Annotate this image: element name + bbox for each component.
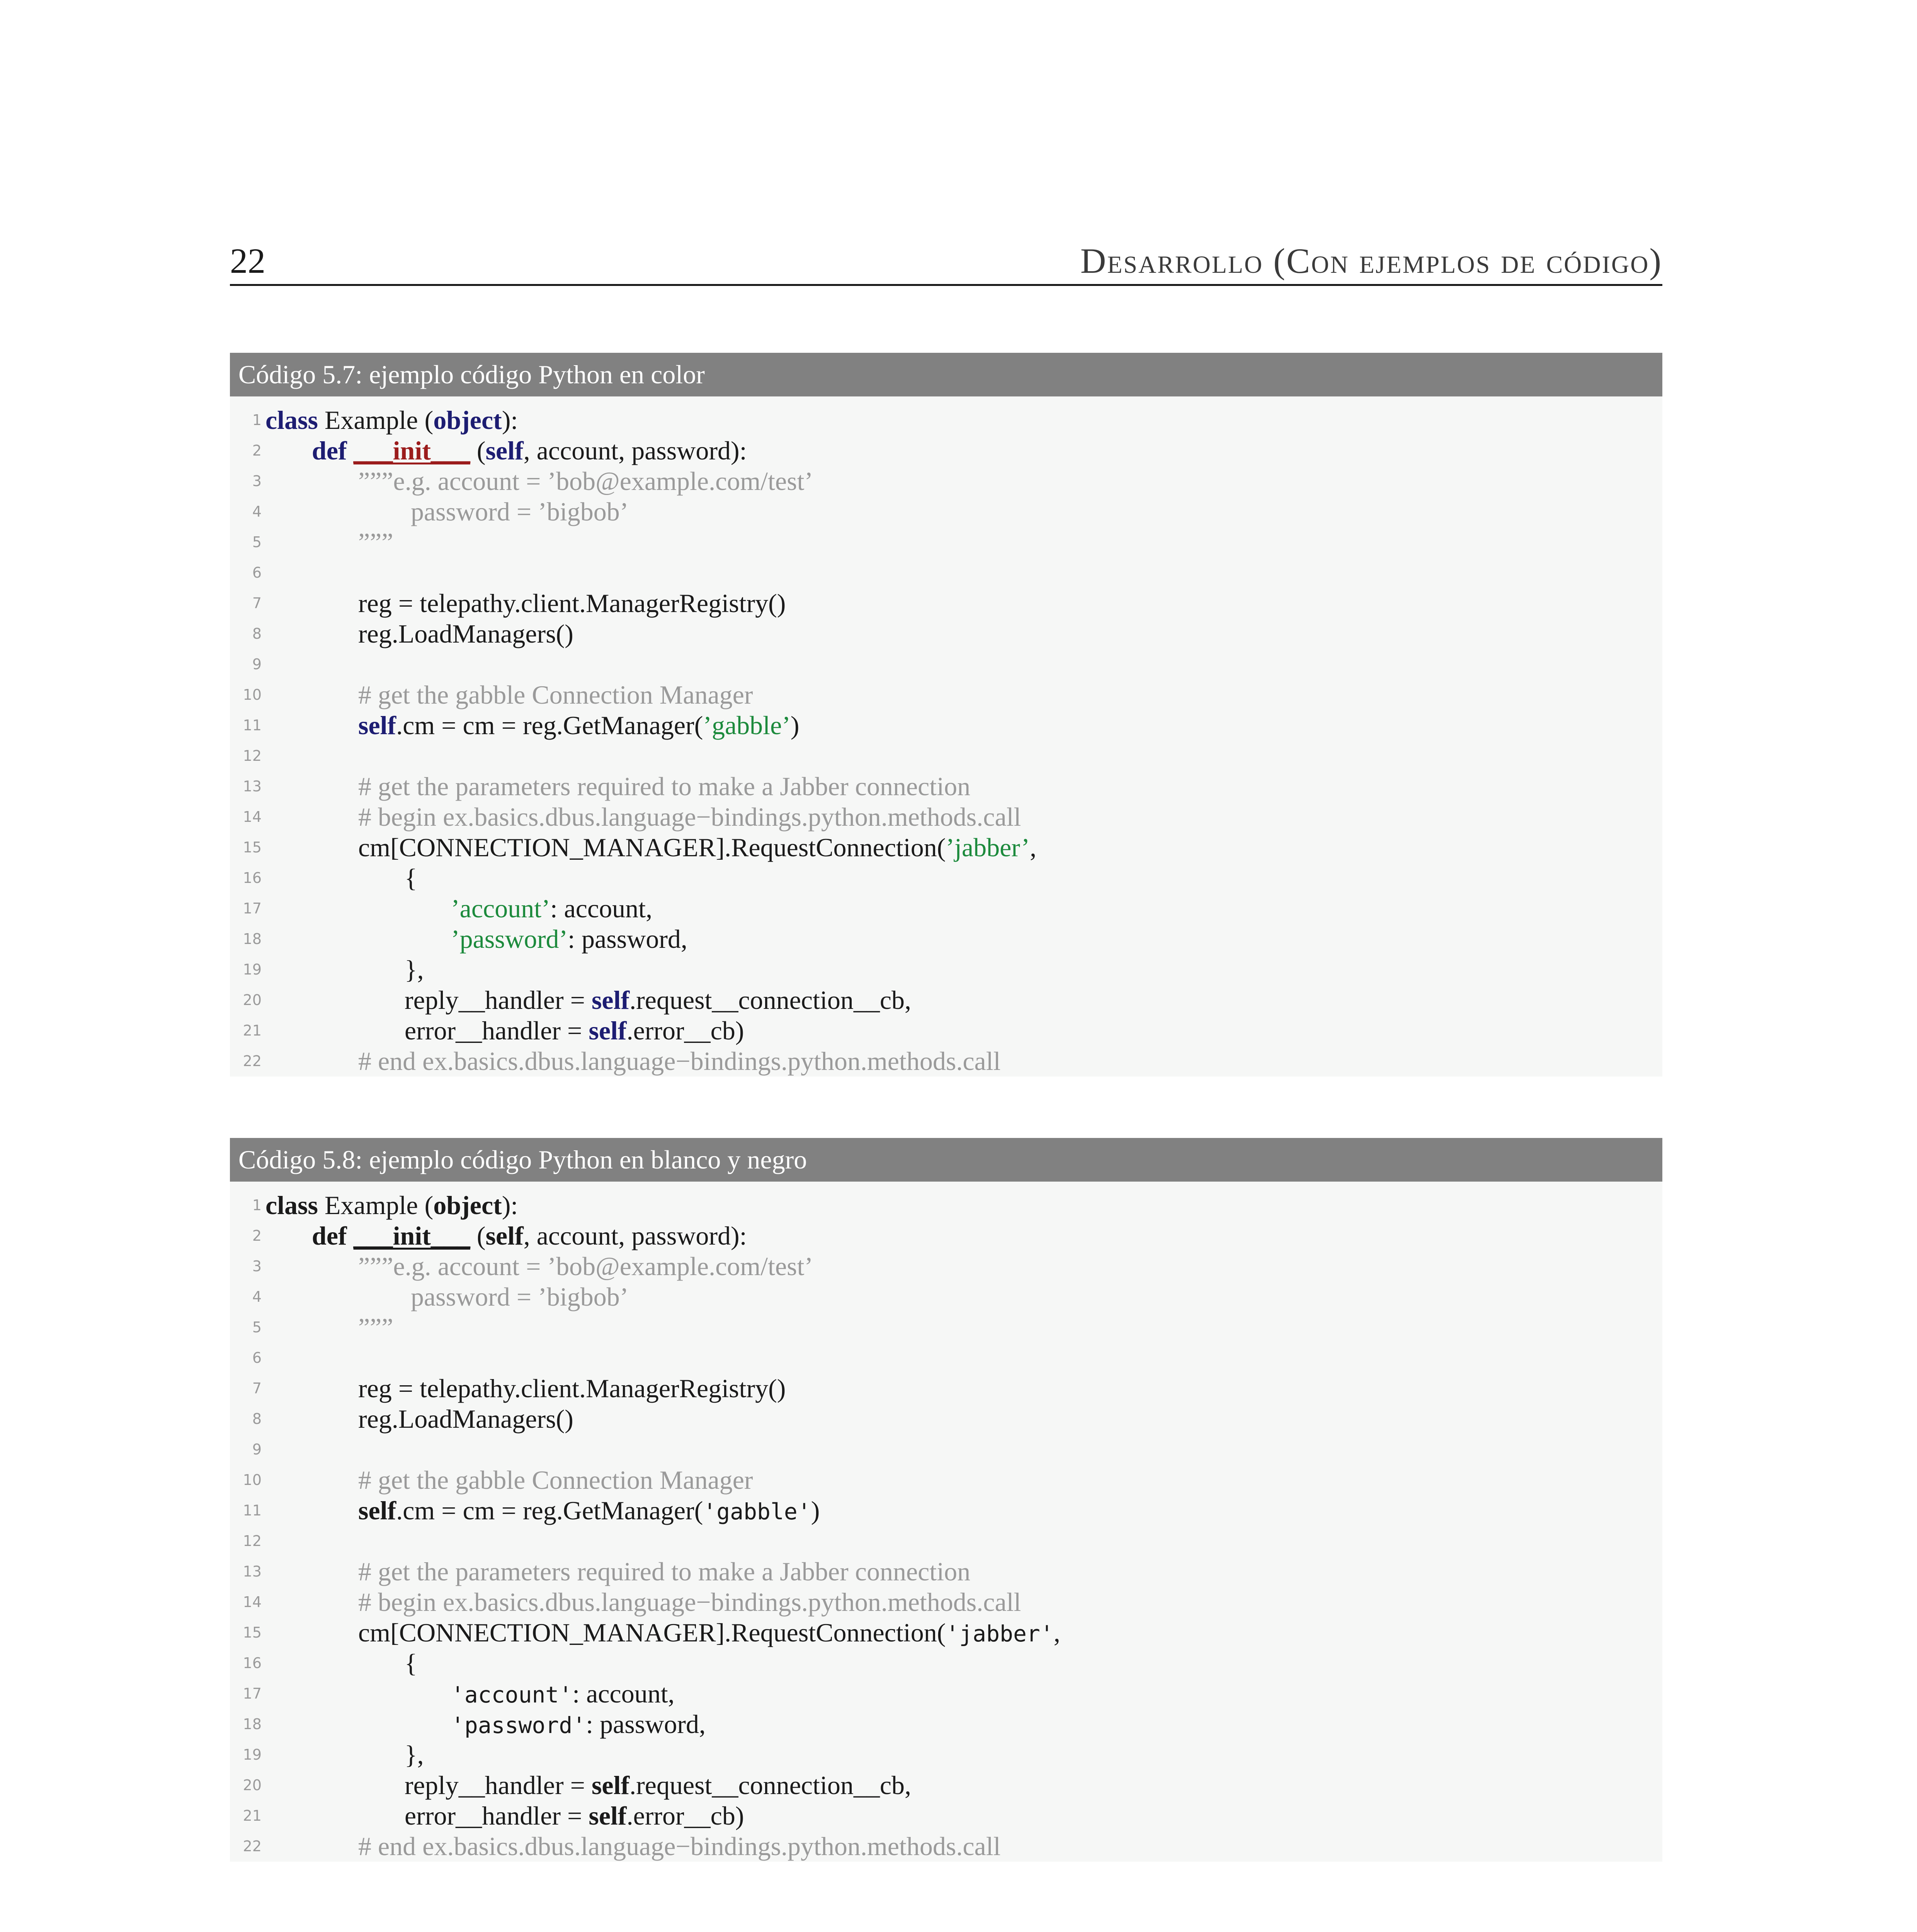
- code-token: [347, 436, 354, 465]
- code-token: reg.LoadManagers(): [358, 619, 573, 648]
- code-token: ___init___: [353, 436, 470, 465]
- listing-caption: Código 5.8: ejemplo código Python en blanco y negro: [230, 1138, 1662, 1182]
- code-token: # begin ex.basics.dbus.language−bindings.python.methods.call: [358, 802, 1021, 832]
- code-line: [230, 1221, 1662, 1251]
- code-token: [347, 1221, 354, 1250]
- line-number: 11: [243, 1502, 262, 1519]
- code-line: [230, 1709, 1662, 1740]
- code-token: 'gabble': [703, 1498, 811, 1525]
- line-number: 1: [252, 1197, 262, 1214]
- code-token: ’password’: [451, 924, 568, 954]
- line-number: 16: [243, 869, 262, 886]
- code-text: [265, 1556, 970, 1587]
- code-line: [230, 771, 1662, 802]
- code-line: [230, 893, 1662, 924]
- code-token: .error__cb): [626, 1016, 744, 1045]
- line-number: 3: [252, 1258, 262, 1275]
- code-token: self: [358, 1496, 396, 1525]
- code-line: [230, 924, 1662, 954]
- code-text: [265, 1495, 820, 1527]
- code-line: [230, 1801, 1662, 1831]
- code-token: {: [405, 1648, 417, 1678]
- code-line: [230, 832, 1662, 863]
- code-token: error__handler =: [405, 1801, 589, 1830]
- line-number: 6: [252, 1349, 262, 1366]
- line-number: 4: [252, 1288, 262, 1305]
- line-number: 7: [252, 1380, 262, 1397]
- listing-caption: Código 5.7: ejemplo código Python en color: [230, 353, 1662, 396]
- code-line: [230, 619, 1662, 649]
- code-token: ’jabber’: [946, 833, 1030, 862]
- code-token: object: [433, 1190, 502, 1220]
- code-line: [230, 1343, 1662, 1373]
- code-token: .request__connection__cb,: [629, 1770, 912, 1800]
- code-token: # end ex.basics.dbus.language−bindings.python.methods.call: [358, 1832, 1001, 1861]
- code-token: ”””: [358, 527, 393, 557]
- code-line: [230, 1190, 1662, 1221]
- code-lines: [230, 396, 1662, 1077]
- running-title: Desarrollo (Con ejemplos de código): [1080, 241, 1662, 281]
- line-number: 14: [243, 808, 262, 825]
- code-text: [265, 466, 813, 497]
- line-number: 20: [243, 1777, 262, 1794]
- code-line: [230, 1617, 1662, 1648]
- line-number: 12: [243, 747, 262, 764]
- code-line: [230, 1282, 1662, 1312]
- code-token: ,: [1030, 833, 1037, 862]
- code-line: [230, 710, 1662, 741]
- line-number: 18: [243, 930, 262, 947]
- code-token: (: [470, 1221, 486, 1250]
- code-token: reg = telepathy.client.ManagerRegistry(): [358, 1374, 786, 1403]
- code-token: password = ’bigbob’: [358, 1282, 629, 1311]
- code-line: [230, 558, 1662, 588]
- code-text: [265, 863, 417, 893]
- code-token: ,: [1053, 1618, 1060, 1647]
- line-number: 1: [252, 412, 262, 429]
- line-number: 5: [252, 534, 262, 551]
- code-token: : account,: [572, 1679, 675, 1708]
- code-text: [265, 954, 424, 985]
- code-text: [265, 527, 393, 558]
- code-token: ):: [502, 1190, 518, 1220]
- code-token: # begin ex.basics.dbus.language−bindings.python.methods.call: [358, 1587, 1021, 1617]
- code-token: reg = telepathy.client.ManagerRegistry(): [358, 588, 786, 618]
- code-token: .error__cb): [626, 1801, 744, 1830]
- code-text: [265, 1373, 786, 1404]
- line-number: 19: [243, 1746, 262, 1763]
- code-token: : account,: [550, 894, 653, 923]
- code-token: ’account’: [451, 894, 550, 923]
- code-token: password = ’bigbob’: [358, 497, 629, 526]
- code-text: [265, 1251, 813, 1282]
- line-number: 14: [243, 1594, 262, 1611]
- code-line: [230, 1770, 1662, 1801]
- code-line: [230, 1526, 1662, 1556]
- code-text: [265, 985, 911, 1015]
- code-text: [265, 619, 573, 649]
- code-text: [265, 1587, 1021, 1617]
- code-line: [230, 1465, 1662, 1495]
- line-number: 10: [243, 1471, 262, 1488]
- code-token: ):: [502, 405, 518, 435]
- code-token: object: [433, 405, 502, 435]
- code-text: [265, 710, 799, 741]
- code-listing-bw: [230, 1138, 1662, 1862]
- code-line: [230, 1648, 1662, 1679]
- line-number: 13: [243, 1563, 262, 1580]
- code-text: [265, 1831, 1001, 1862]
- code-line: [230, 435, 1662, 466]
- code-token: self: [485, 1221, 524, 1250]
- code-text: [265, 1404, 573, 1434]
- code-line: [230, 863, 1662, 893]
- line-number: 6: [252, 564, 262, 581]
- line-number: 17: [243, 900, 262, 917]
- code-line: [230, 1373, 1662, 1404]
- code-line: [230, 741, 1662, 771]
- code-token: ”””: [358, 1313, 393, 1342]
- code-line: [230, 1251, 1662, 1282]
- code-token: {: [405, 863, 417, 893]
- code-token: , account, password):: [523, 1221, 747, 1250]
- code-token: # get the parameters required to make a Jabber connection: [358, 772, 971, 801]
- line-number: 2: [252, 1227, 262, 1244]
- code-text: [265, 405, 518, 435]
- code-token: ”””e.g. account = ’bob@example.com/test’: [358, 466, 813, 496]
- line-number: 4: [252, 503, 262, 520]
- code-token: },: [405, 1740, 424, 1769]
- code-token: 'password': [451, 1712, 586, 1738]
- code-line: [230, 588, 1662, 619]
- code-token: .cm = cm = reg.GetManager(: [396, 711, 703, 740]
- page-number: 22: [230, 241, 265, 281]
- code-text: [265, 1465, 753, 1495]
- line-number: 11: [243, 717, 262, 734]
- code-token: 'jabber': [946, 1621, 1054, 1647]
- code-line: [230, 1434, 1662, 1465]
- code-text: [265, 1801, 744, 1831]
- line-number: 17: [243, 1685, 262, 1702]
- code-line: [230, 1587, 1662, 1617]
- code-text: [265, 1709, 706, 1741]
- code-text: [265, 1046, 1001, 1077]
- code-token: self: [589, 1016, 627, 1045]
- code-token: # get the gabble Connection Manager: [358, 1465, 753, 1495]
- line-number: 2: [252, 442, 262, 459]
- code-text: [265, 1648, 417, 1679]
- code-text: [265, 1740, 424, 1770]
- code-text: [265, 588, 786, 619]
- code-token: cm[CONNECTION_MANAGER].RequestConnection(: [358, 1618, 946, 1647]
- line-number: 12: [243, 1532, 262, 1549]
- code-text: [265, 1679, 675, 1710]
- code-line: [230, 1312, 1662, 1343]
- code-text: [265, 680, 753, 710]
- code-token: error__handler =: [405, 1016, 589, 1045]
- code-text: [265, 1770, 911, 1801]
- code-line: [230, 649, 1662, 680]
- code-text: [265, 1015, 744, 1046]
- code-token: : password,: [586, 1709, 706, 1739]
- code-line: [230, 1495, 1662, 1526]
- code-line: [230, 405, 1662, 435]
- code-token: # end ex.basics.dbus.language−bindings.python.methods.call: [358, 1046, 1001, 1076]
- code-text: [265, 832, 1036, 863]
- line-number: 9: [252, 656, 262, 673]
- code-token: Example (: [318, 405, 434, 435]
- code-line: [230, 497, 1662, 527]
- code-line: [230, 1740, 1662, 1770]
- code-text: [265, 893, 652, 924]
- line-number: 8: [252, 1410, 262, 1427]
- code-line: [230, 1404, 1662, 1434]
- line-number: 16: [243, 1655, 262, 1672]
- code-token: Example (: [318, 1190, 434, 1220]
- code-text: [265, 802, 1021, 832]
- line-number: 20: [243, 992, 262, 1009]
- code-line: [230, 466, 1662, 497]
- code-line: [230, 527, 1662, 558]
- line-number: 15: [243, 1624, 262, 1641]
- line-number: 9: [252, 1441, 262, 1458]
- code-token: ): [790, 711, 799, 740]
- code-token: self: [485, 436, 524, 465]
- code-token: reg.LoadManagers(): [358, 1404, 573, 1434]
- line-number: 22: [243, 1053, 262, 1070]
- code-token: , account, password):: [523, 436, 747, 465]
- line-number: 13: [243, 778, 262, 795]
- code-token: self: [589, 1801, 627, 1830]
- code-token: ): [811, 1496, 820, 1525]
- code-token: ”””e.g. account = ’bob@example.com/test’: [358, 1252, 813, 1281]
- code-token: self: [591, 985, 630, 1015]
- code-token: (: [470, 436, 486, 465]
- code-token: class: [265, 405, 318, 435]
- code-line: [230, 1015, 1662, 1046]
- code-token: },: [405, 955, 424, 984]
- code-line: [230, 1046, 1662, 1077]
- code-line: [230, 1679, 1662, 1709]
- code-token: def: [312, 436, 347, 465]
- line-number: 5: [252, 1319, 262, 1336]
- code-text: [265, 1282, 628, 1312]
- code-text: [265, 497, 628, 527]
- line-number: 21: [243, 1022, 262, 1039]
- code-token: : password,: [568, 924, 687, 954]
- code-token: class: [265, 1190, 318, 1220]
- code-text: [265, 1221, 747, 1251]
- line-number: 10: [243, 686, 262, 703]
- code-line: [230, 954, 1662, 985]
- line-number: 21: [243, 1807, 262, 1824]
- code-token: self: [358, 711, 396, 740]
- code-token: def: [312, 1221, 347, 1250]
- line-number: 19: [243, 961, 262, 978]
- running-header: [230, 238, 1662, 286]
- code-token: # get the gabble Connection Manager: [358, 680, 753, 709]
- code-token: reply__handler =: [405, 1770, 592, 1800]
- line-number: 7: [252, 595, 262, 612]
- code-token: # get the parameters required to make a Jabber connection: [358, 1557, 971, 1586]
- code-token: ___init___: [353, 1221, 470, 1250]
- line-number: 3: [252, 473, 262, 490]
- code-text: [265, 435, 747, 466]
- code-line: [230, 985, 1662, 1015]
- code-token: .request__connection__cb,: [629, 985, 912, 1015]
- code-token: ’gabble’: [703, 711, 791, 740]
- code-line: [230, 802, 1662, 832]
- line-number: 18: [243, 1716, 262, 1733]
- code-text: [265, 1190, 518, 1221]
- line-number: 22: [243, 1838, 262, 1855]
- code-lines: [230, 1182, 1662, 1862]
- code-listing-color: [230, 353, 1662, 1077]
- line-number: 15: [243, 839, 262, 856]
- code-text: [265, 924, 687, 954]
- code-token: reply__handler =: [405, 985, 592, 1015]
- line-number: 8: [252, 625, 262, 642]
- code-token: self: [591, 1770, 630, 1800]
- code-token: 'account': [451, 1682, 573, 1708]
- code-line: [230, 1556, 1662, 1587]
- code-text: [265, 1617, 1060, 1649]
- code-text: [265, 771, 970, 802]
- code-token: .cm = cm = reg.GetManager(: [396, 1496, 703, 1525]
- code-text: [265, 1312, 393, 1343]
- code-token: cm[CONNECTION_MANAGER].RequestConnection(: [358, 833, 946, 862]
- code-line: [230, 680, 1662, 710]
- code-line: [230, 1831, 1662, 1862]
